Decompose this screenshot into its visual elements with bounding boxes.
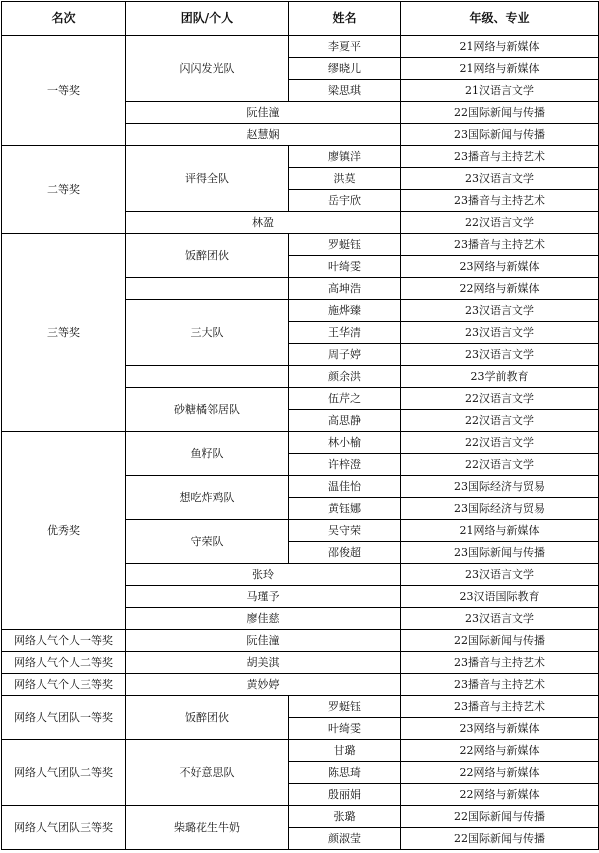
- member-name-cell: 梁思琪: [289, 80, 401, 102]
- major-cell: 22汉语言文学: [401, 388, 599, 410]
- table-row: [2, 432, 599, 454]
- member-name-cell: 黄钰娜: [289, 498, 401, 520]
- team-cell: 柴璐花生牛奶: [126, 806, 289, 850]
- table-row: [2, 696, 599, 718]
- major-cell: 23网络与新媒体: [401, 718, 599, 740]
- table-row: [2, 146, 599, 168]
- rank-cell: 一等奖: [2, 36, 126, 146]
- table-row: [2, 674, 599, 696]
- major-cell: 22网络与新媒体: [401, 784, 599, 806]
- major-cell: 23汉语国际教育: [401, 586, 599, 608]
- member-name-cell: 廖镇洋: [289, 146, 401, 168]
- major-cell: 23汉语言文学: [401, 608, 599, 630]
- table-row: [2, 652, 599, 674]
- major-cell: 23播音与主持艺术: [401, 146, 599, 168]
- team-cell: [126, 278, 289, 300]
- individual-name-cell: 阮佳潼: [126, 102, 401, 124]
- member-name-cell: 陈思琦: [289, 762, 401, 784]
- major-cell: 21网络与新媒体: [401, 520, 599, 542]
- major-cell: 23汉语言文学: [401, 564, 599, 586]
- member-name-cell: 周子婷: [289, 344, 401, 366]
- header-row: [2, 2, 599, 36]
- major-cell: 22网络与新媒体: [401, 740, 599, 762]
- table-row: [2, 36, 599, 58]
- member-name-cell: 高思静: [289, 410, 401, 432]
- major-cell: 23汉语言文学: [401, 300, 599, 322]
- individual-name-cell: 马瑾予: [126, 586, 401, 608]
- member-name-cell: 温佳怡: [289, 476, 401, 498]
- major-cell: 22汉语言文学: [401, 212, 599, 234]
- major-cell: 23汉语言文学: [401, 322, 599, 344]
- rank-cell: 网络人气团队二等奖: [2, 740, 126, 806]
- member-name-cell: 罗蜓钰: [289, 234, 401, 256]
- major-cell: 23网络与新媒体: [401, 256, 599, 278]
- individual-name-cell: 林盈: [126, 212, 401, 234]
- major-cell: 23国际新闻与传播: [401, 542, 599, 564]
- major-cell: 21汉语言文学: [401, 80, 599, 102]
- individual-name-cell: 胡美淇: [126, 652, 401, 674]
- team-cell: 评得全队: [126, 146, 289, 212]
- member-name-cell: 岳宇欣: [289, 190, 401, 212]
- member-name-cell: 李夏平: [289, 36, 401, 58]
- individual-name-cell: 张玲: [126, 564, 401, 586]
- member-name-cell: 邵俊超: [289, 542, 401, 564]
- major-cell: 23播音与主持艺术: [401, 696, 599, 718]
- major-cell: 23学前教育: [401, 366, 599, 388]
- table-header: [2, 2, 599, 36]
- member-name-cell: 张璐: [289, 806, 401, 828]
- member-name-cell: 许梓澄: [289, 454, 401, 476]
- table-row: [2, 740, 599, 762]
- team-cell: 守荣队: [126, 520, 289, 564]
- member-name-cell: 吴守荣: [289, 520, 401, 542]
- member-name-cell: 殷丽娟: [289, 784, 401, 806]
- major-cell: 22汉语言文学: [401, 454, 599, 476]
- major-cell: 23国际经济与贸易: [401, 476, 599, 498]
- major-cell: 23国际新闻与传播: [401, 124, 599, 146]
- rank-cell: 二等奖: [2, 146, 126, 234]
- major-cell: 21网络与新媒体: [401, 36, 599, 58]
- major-cell: 23汉语言文学: [401, 168, 599, 190]
- member-name-cell: 高坤浩: [289, 278, 401, 300]
- team-cell: 不好意思队: [126, 740, 289, 806]
- major-cell: 23播音与主持艺术: [401, 190, 599, 212]
- team-cell: 鱼籽队: [126, 432, 289, 476]
- major-cell: 22汉语言文学: [401, 432, 599, 454]
- major-cell: 22国际新闻与传播: [401, 102, 599, 124]
- member-name-cell: 洪莫: [289, 168, 401, 190]
- rank-cell: 网络人气团队一等奖: [2, 696, 126, 740]
- rank-cell: 网络人气团队三等奖: [2, 806, 126, 850]
- team-cell: 饭醉团伙: [126, 234, 289, 278]
- table-row: [2, 806, 599, 828]
- header-rank: 名次: [2, 2, 126, 36]
- member-name-cell: 颜淑莹: [289, 828, 401, 850]
- team-cell: 闪闪发光队: [126, 36, 289, 102]
- table-row: [2, 630, 599, 652]
- major-cell: 23播音与主持艺术: [401, 652, 599, 674]
- rank-cell: 优秀奖: [2, 432, 126, 630]
- individual-name-cell: 廖佳慈: [126, 608, 401, 630]
- member-name-cell: 伍芹之: [289, 388, 401, 410]
- major-cell: 23汉语言文学: [401, 344, 599, 366]
- member-name-cell: 王华清: [289, 322, 401, 344]
- major-cell: 22国际新闻与传播: [401, 806, 599, 828]
- major-cell: 23播音与主持艺术: [401, 234, 599, 256]
- major-cell: 23播音与主持艺术: [401, 674, 599, 696]
- major-cell: 22汉语言文学: [401, 410, 599, 432]
- member-name-cell: 叶绮雯: [289, 256, 401, 278]
- rank-cell: 三等奖: [2, 234, 126, 432]
- member-name-cell: 施烨臻: [289, 300, 401, 322]
- member-name-cell: 缪晓儿: [289, 58, 401, 80]
- member-name-cell: 林小榆: [289, 432, 401, 454]
- rank-cell: 网络人气个人三等奖: [2, 674, 126, 696]
- major-cell: 22国际新闻与传播: [401, 828, 599, 850]
- team-cell: 三大队: [126, 300, 289, 366]
- member-name-cell: 颜余洪: [289, 366, 401, 388]
- table-row: [2, 234, 599, 256]
- major-cell: 21网络与新媒体: [401, 58, 599, 80]
- member-name-cell: 甘璐: [289, 740, 401, 762]
- team-cell: [126, 366, 289, 388]
- rank-cell: 网络人气个人二等奖: [2, 652, 126, 674]
- major-cell: 22网络与新媒体: [401, 762, 599, 784]
- member-name-cell: 罗蜓钰: [289, 696, 401, 718]
- major-cell: 22网络与新媒体: [401, 278, 599, 300]
- individual-name-cell: 黄妙婷: [126, 674, 401, 696]
- member-name-cell: 叶绮雯: [289, 718, 401, 740]
- rank-cell: 网络人气个人一等奖: [2, 630, 126, 652]
- team-cell: 砂糖橘邻居队: [126, 388, 289, 432]
- table-body: [2, 36, 599, 850]
- major-cell: 23国际经济与贸易: [401, 498, 599, 520]
- team-cell: 想吃炸鸡队: [126, 476, 289, 520]
- team-cell: 饭醉团伙: [126, 696, 289, 740]
- header-major: 年级、专业: [401, 2, 599, 36]
- individual-name-cell: 阮佳潼: [126, 630, 401, 652]
- header-name: 姓名: [289, 2, 401, 36]
- major-cell: 22国际新闻与传播: [401, 630, 599, 652]
- individual-name-cell: 赵慧娴: [126, 124, 401, 146]
- award-table: [1, 1, 599, 850]
- header-team: 团队/个人: [126, 2, 289, 36]
